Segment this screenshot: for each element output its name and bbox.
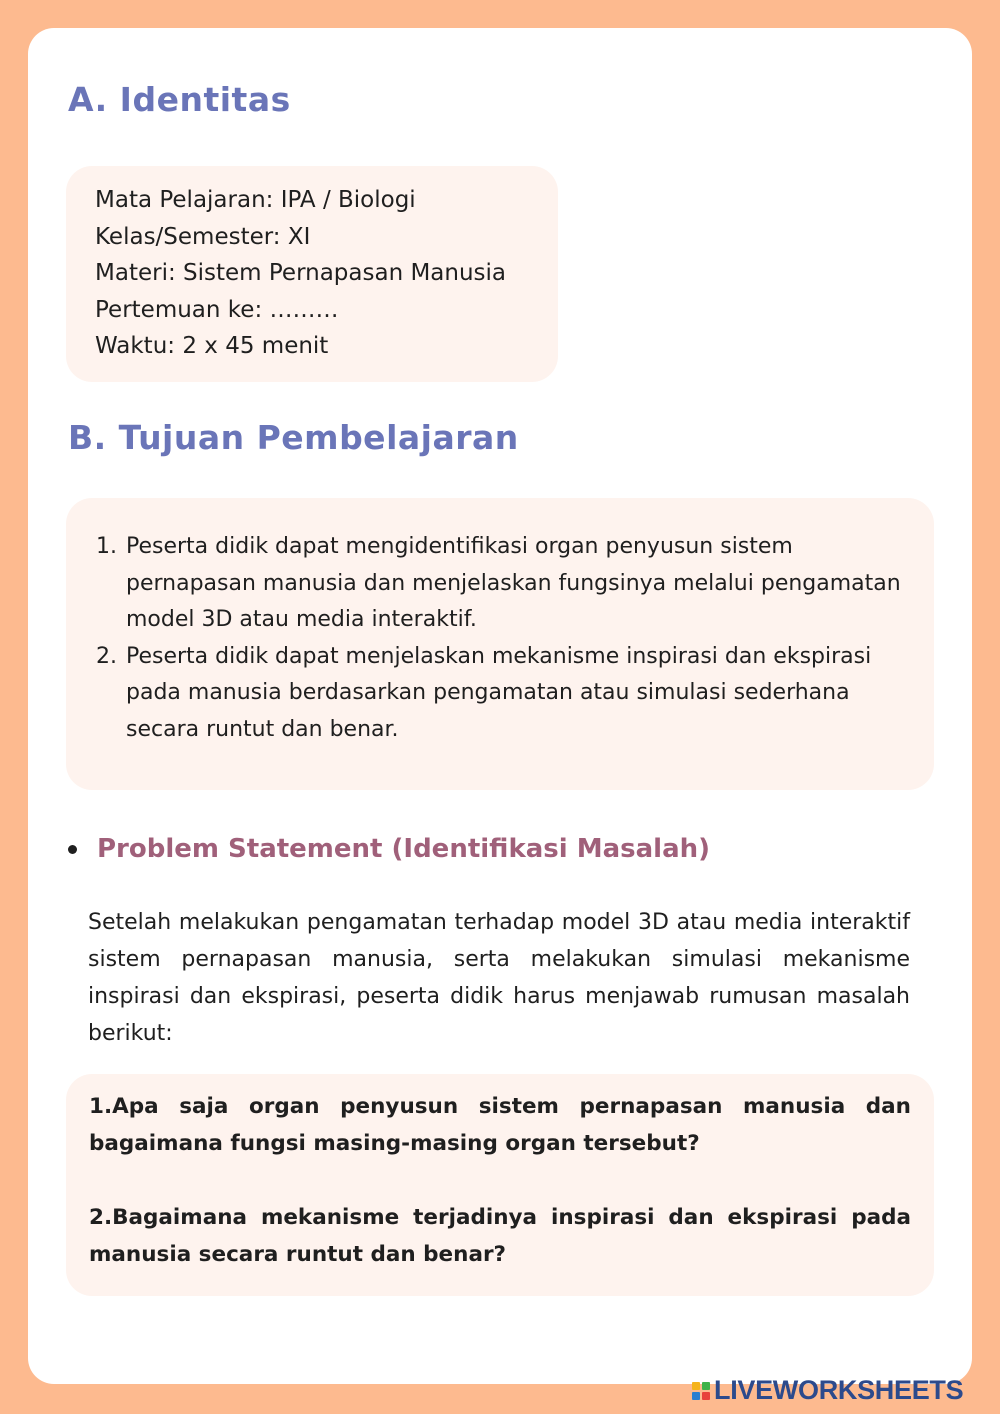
identity-material: Materi: Sistem Pernapasan Manusia [95,260,507,286]
liveworksheets-logo[interactable] [692,1375,963,1406]
bullet-icon [68,845,77,854]
question-1: 1.Apa saja organ penyusun sistem pernapasan manusia dan bagaimana fungsi masing-masing organ tersebut? [89,1094,911,1156]
logo-mark-icon [692,1382,710,1400]
identity-class: Kelas/Semester: XI [95,223,311,250]
goal-item-2: 2. Peserta didik dapat menjelaskan mekanisme inspirasi dan ekspirasi pada manusia berdasarkan pengamatan atau simulasi sederhana secara runtut dan benar. [124,639,914,749]
logo-square [692,1382,700,1390]
problem-heading: Problem Statement (Identifikasi Masalah) [97,834,711,864]
goal-item-1: 1. Peserta didik dapat mengidentifikasi organ penyusun sistem pernapasan manusia dan menjelaskan fungsinya melalui pengamatan model 3D atau media interaktif. [124,529,914,639]
goals-list [68,529,914,748]
logo-text: LIVEWORKSHEETS [714,1375,964,1405]
logo-square [692,1392,700,1400]
identity-meeting: Pertemuan ke: ……… [95,296,339,323]
worksheet-page [28,28,972,1384]
question-2: 2.Bagaimana mekanisme terjadinya inspirasi dan ekspirasi pada manusia secara runtut dan benar? [89,1205,911,1267]
logo-square [702,1382,710,1390]
questions-box [66,1074,934,1296]
section-a-heading: A. Identitas [68,80,291,119]
identity-box [66,166,558,382]
problem-heading-row [68,834,710,864]
identity-time: Waktu: 2 x 45 menit [95,333,329,359]
goals-box [66,498,934,790]
section-b-heading: B. Tujuan Pembelajaran [68,418,519,457]
problem-intro: Setelah melakukan pengamatan terhadap model 3D atau media interaktif sistem pernapasan manusia, serta melakukan simulasi mekanisme inspirasi dan ekspirasi, peserta didik harus menjawab rumusan masalah berikut: [88,910,910,1046]
logo-square [702,1392,710,1400]
identity-subject: Mata Pelajaran: IPA / Biologi [95,187,416,213]
